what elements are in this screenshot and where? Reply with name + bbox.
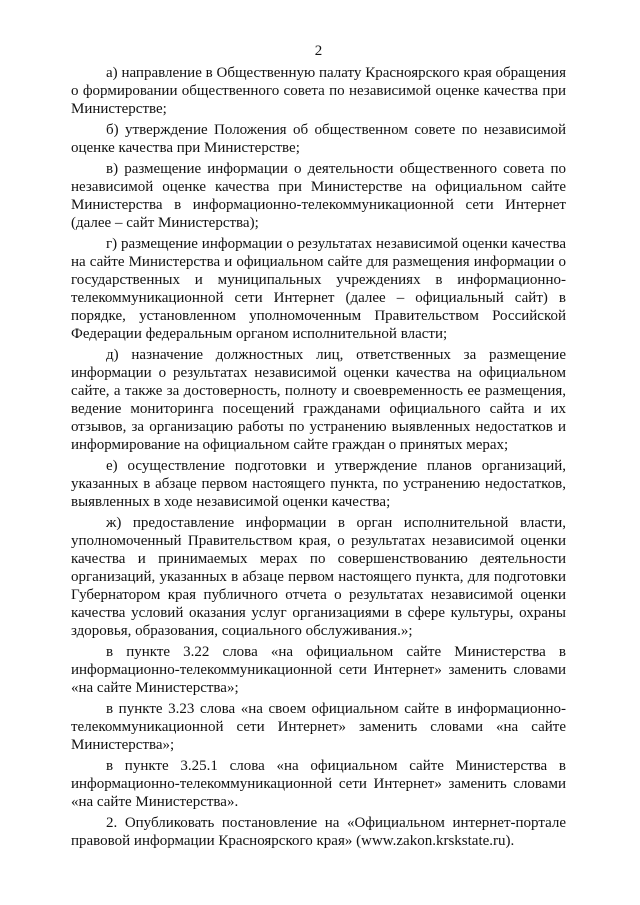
paragraph-a: а) направление в Общественную палату Красноярского края обращения о формировании общественного совета по независимой оценке качества при Министерстве; bbox=[71, 65, 566, 117]
paragraph-item-3-23: в пункте 3.23 слова «на своем официальном сайте в информационно-телекоммуникационной сети Интернет» заменить словами «на сайте Министерства»; bbox=[71, 701, 566, 753]
paragraph-item-3-22: в пункте 3.22 слова «на официальном сайте Министерства в информационно-телекоммуникационной сети Интернет» заменить словами «на сайте Министерства»; bbox=[71, 644, 566, 696]
page-number: 2 bbox=[314, 43, 323, 59]
paragraph-v: в) размещение информации о деятельности общественного совета по независимой оценке качества при Министерстве на официальном сайте Министерства в информационно-телекоммуникационной сети Интернет (далее – сайт Министерства); bbox=[71, 161, 566, 231]
paragraph-item-3-25-1: в пункте 3.25.1 слова «на официальном сайте Министерства в информационно-телекоммуникационной сети Интернет» заменить словами «на сайте Министерства». bbox=[71, 758, 566, 810]
paragraph-d: д) назначение должностных лиц, ответственных за размещение информации о результатах независимой оценки качества на официальном сайте, а также за достоверность, полноту и своевременность ее размещения, ведение мониторинга посещений гражданами официального сайта и их отзывов, за организацию работы по устранению выявленных недостатков и информирование на официальном сайте граждан о принятых мерах; bbox=[71, 347, 566, 453]
paragraph-e: е) осуществление подготовки и утверждение планов организаций, указанных в абзаце первом настоящего пункта, по устранению недостатков, выявленных в ходе независимой оценки качества; bbox=[71, 458, 566, 510]
paragraph-publish: 2. Опубликовать постановление на «Официальном интернет-портале правовой информации Красноярского края» (www.zakon.krskstate.ru). bbox=[71, 815, 566, 849]
paragraph-zh: ж) предоставление информации в орган исполнительной власти, уполномоченный Правительством края, о результатах независимой оценки качества и принимаемых мерах по совершенствованию деятельности организаций, указанных в абзаце первом настоящего пункта, для подготовки Губернатором края публичного отчета о результатах независимой оценки качества условий оказания услуг организациями в сфере культуры, охраны здоровья, образования, социального обслуживания.»; bbox=[71, 515, 566, 639]
paragraph-g: г) размещение информации о результатах независимой оценки качества на сайте Министерства и официальном сайте для размещения информации о государственных и муниципальных учреждениях в информационно-телекоммуникационной сети Интернет (далее – официальный сайт) в порядке, установленном уполномоченным Правительством Российской Федерации федеральным органом исполнительной власти; bbox=[71, 236, 566, 342]
paragraph-b: б) утверждение Положения об общественном совете по независимой оценке качества при Министерстве; bbox=[71, 122, 566, 156]
